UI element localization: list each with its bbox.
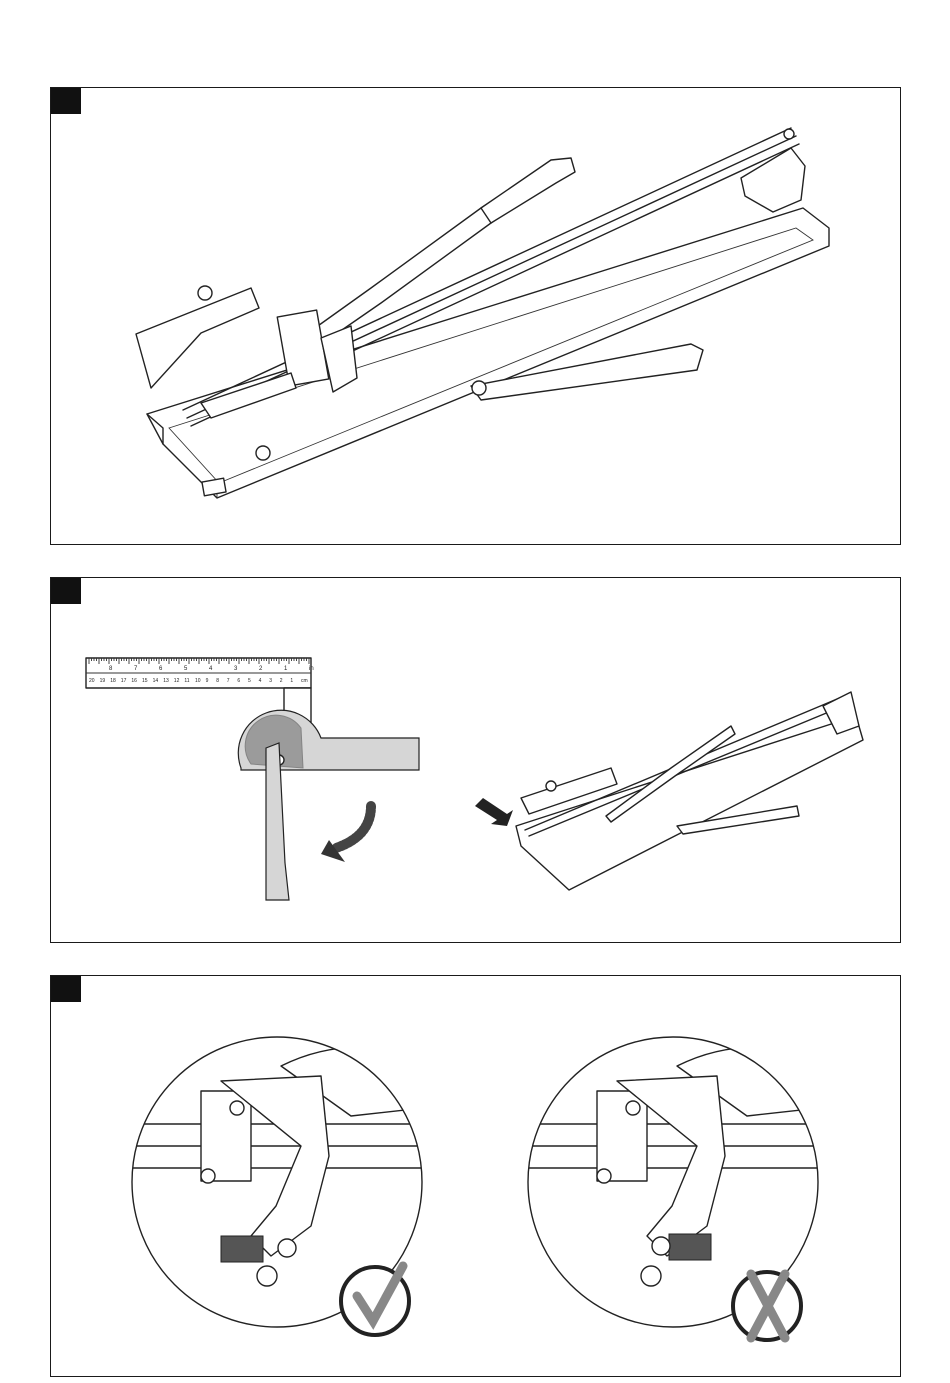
cutting-wheel-position-diagram [51,976,902,1378]
incorrect-position-detail [517,1047,837,1286]
push-arrow-icon [475,798,513,826]
ruler-inch-label: 2 [259,666,263,672]
ruler-cm-label: 19 [99,678,106,684]
measuring-square [136,288,259,388]
ruler-inch-label: in [309,666,314,672]
ruler-cm-label: 14 [152,678,159,684]
ruler-inch-label: 6 [159,666,163,672]
base-board [147,208,829,498]
ruler-cm-label: 20 [89,678,95,684]
ruler-cm-label: 5 [248,678,251,684]
ruler-cm-label: 2 [279,678,283,684]
ruler-cm-label: 18 [110,678,116,684]
tile-cutter-overview [51,88,902,546]
ruler-cm-label: 15 [142,678,148,684]
ruler-cm-label: 6 [237,678,241,684]
ruler-cm-label: 16 [131,678,137,684]
ruler-cm-label: 7 [226,678,230,684]
ruler-cm-label: 4 [258,678,262,684]
ruler-cm-label: 1 [290,678,294,684]
ruler-inch-label: 1 [284,666,288,672]
ruler-cm-label: cm [301,678,308,684]
ruler-inch-label: 5 [184,666,188,672]
ruler-cm-label: 3 [269,678,272,684]
ruler-cm-label: 13 [163,678,169,684]
correct-position-detail [121,1047,441,1286]
check-icon [341,1266,409,1335]
ruler-cm-label: 9 [205,678,209,684]
panel-1 [50,87,901,545]
rotate-arrow-icon [336,806,371,848]
ruler-cm-label: 17 [120,678,127,684]
ruler-inch-label: 4 [209,666,213,672]
panel-3 [50,975,901,1377]
ruler-cm-label: 12 [173,678,180,684]
ruler-cm-label: 10 [195,678,201,684]
ruler-inch-label: 8 [109,666,113,672]
ruler-cm-label: 8 [216,678,219,684]
ruler-cm-label: 11 [184,678,190,684]
ruler-inch-label: 7 [134,666,138,672]
panel-2 [50,577,901,943]
cross-icon [733,1272,801,1340]
ruler-inch-label: 3 [234,666,238,672]
square-adjustment-diagram [51,578,902,944]
